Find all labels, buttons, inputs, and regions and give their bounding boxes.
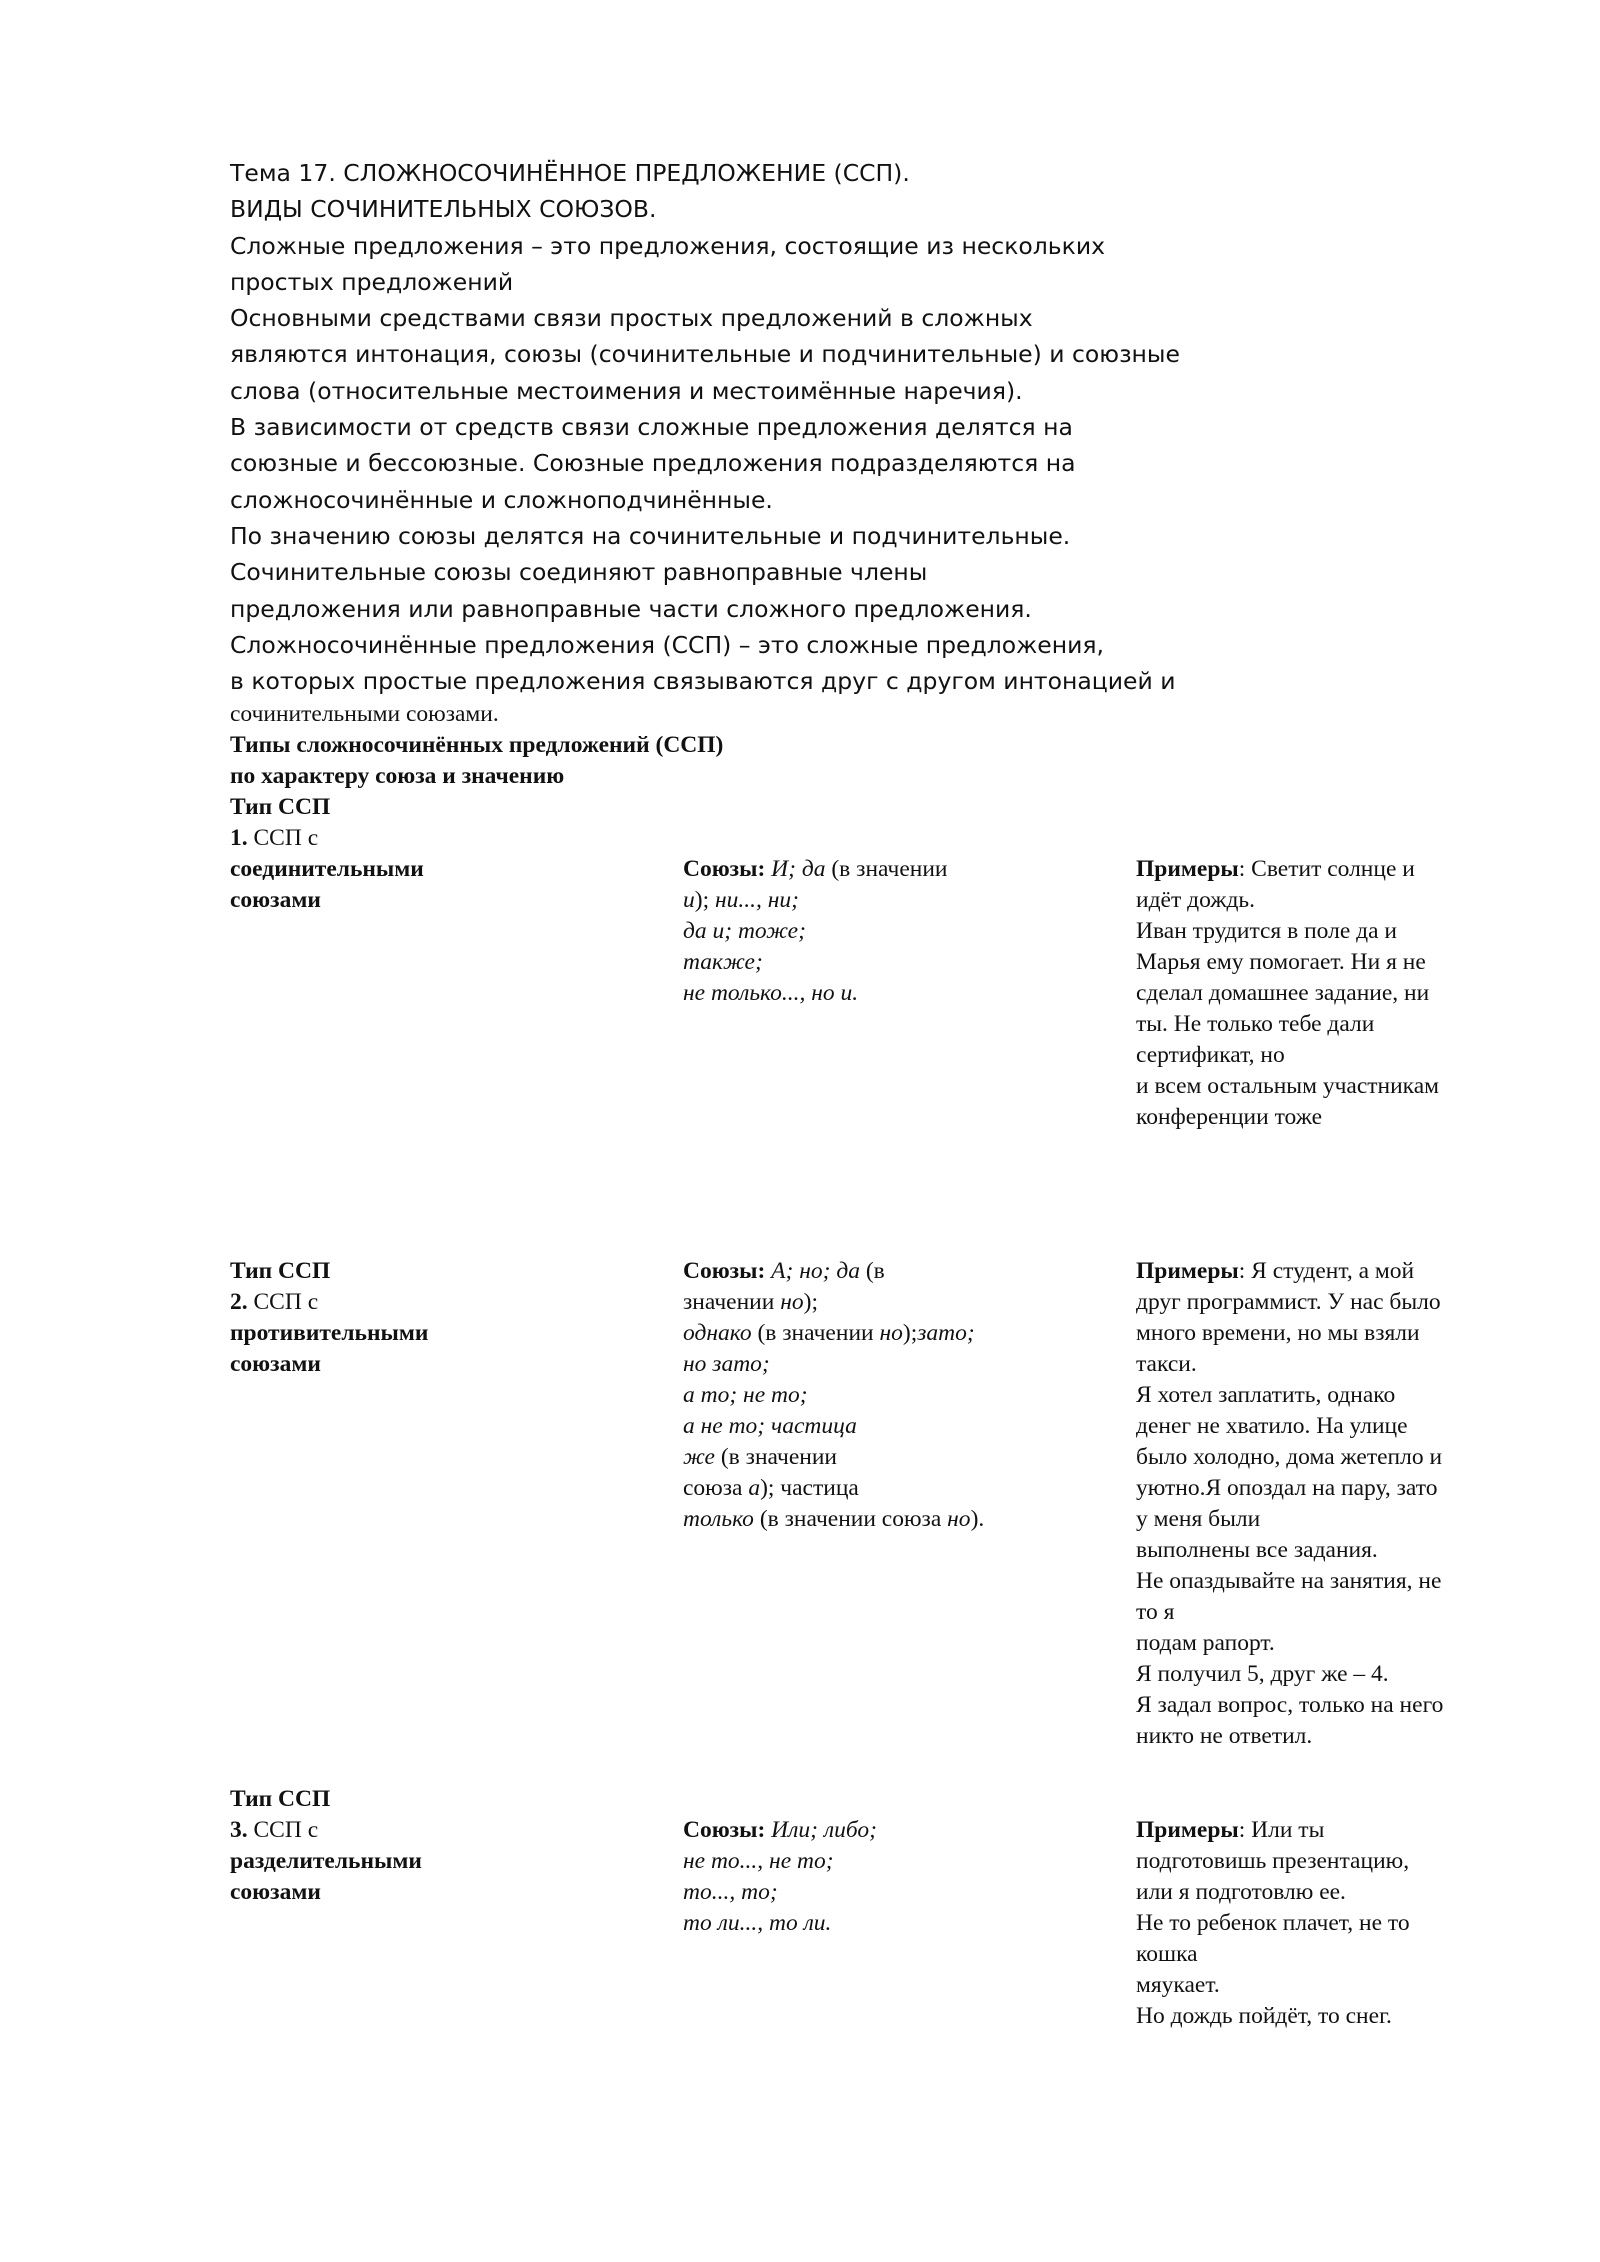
intro-text [230, 155, 1470, 699]
intro-line: Основными средствами связи простых предложений в сложных [230, 304, 1033, 333]
type-label: Тип ССП [230, 794, 331, 821]
intro-line: В зависимости от средств связи сложные предложения делятся на [230, 413, 1073, 442]
intro-last-line: сочинительными союзами. [230, 701, 499, 728]
type-name-column: 1. ССП с соединительными союзами [230, 825, 424, 913]
conjunctions-column: Союзы: А; но; да (в значении но); однако (в значении но);зато; но зато; а то; не то; а не то; частица же (в значении союза а); частица только (в значении союза но). [683, 1258, 985, 1532]
types-heading: Типы сложносочинённых предложений (ССП) [230, 732, 724, 759]
intro-line: сложносочинённые и сложноподчинённые. [230, 485, 773, 514]
document-page [230, 155, 1470, 2029]
intro-line: союзные и бессоюзные. Союзные предложения подразделяются на [230, 449, 1076, 478]
conjunctions-column: Союзы: Или; либо; не то..., не то; то..., то; то ли..., то ли. [683, 1817, 877, 1936]
examples-column: Примеры: Светит солнце и идёт дождь. Иван трудится в поле да и Марья ему помогает. Ни я не сделал домашнее задание, ни ты. Не только тебе дали сертификат, но и всем остальным участникам конференции тоже [1136, 856, 1440, 1130]
intro-line: Сочинительные союзы соединяют равноправные члены [230, 558, 928, 587]
section-heading [230, 699, 1470, 823]
topic-title: Тема 17. СЛОЖНОСОЧИНЁННОЕ ПРЕДЛОЖЕНИЕ (ССП). [230, 159, 910, 187]
examples-column: Примеры: Или ты подготовишь презентацию, или я подготовлю ее. Не то ребенок плачет, не то кошка мяукает. Но дождь пойдёт, то снег. [1136, 1817, 1410, 2029]
type-name-column: Тип ССП 2. ССП с противительными союзами [230, 1258, 429, 1377]
intro-line: предложения или равноправные части сложного предложения. [230, 594, 1032, 623]
intro-line: слова (относительные местоимения и местоимённые наречия). [230, 376, 1023, 405]
intro-line: являются интонация, союзы (сочинительные и подчинительные) и союзные [230, 340, 1180, 369]
types-subheading: по характеру союза и значению [230, 763, 565, 790]
intro-line: простых предложений [230, 267, 514, 296]
topic-subtitle: ВИДЫ СОЧИНИТЕЛЬНЫХ СОЮЗОВ. [230, 195, 657, 224]
intro-line: Сложные предложения – это предложения, состоящие из нескольких [230, 231, 1106, 260]
examples-column: Примеры: Я студент, а мой друг программист. У нас было много времени, но мы взяли такси. Я хотел заплатить, однако денег не хватило. На улице было холодно, дома жетепло и уютно.Я опоздал на пару, зато у меня были выполнены все задания. Не опаздывайте на занятия, не то я подам рапорт. Я получил 5, друг же – 4. Я задал вопрос, только на него никто не ответил. [1136, 1258, 1444, 1749]
intro-line: Сложносочинённые предложения (ССП) – это сложные предложения, [230, 630, 1105, 659]
conjunctions-column: Союзы: И; да (в значении и); ни..., ни; да и; тоже; также; не только..., но и. [683, 856, 948, 1006]
type-name-column: Тип ССП 3. ССП с разделительными союзами [230, 1786, 422, 1905]
intro-line: в которых простые предложения связываются друг с другом интонацией и [230, 667, 1176, 696]
intro-line: По значению союзы делятся на сочинительные и подчинительные. [230, 521, 1071, 550]
